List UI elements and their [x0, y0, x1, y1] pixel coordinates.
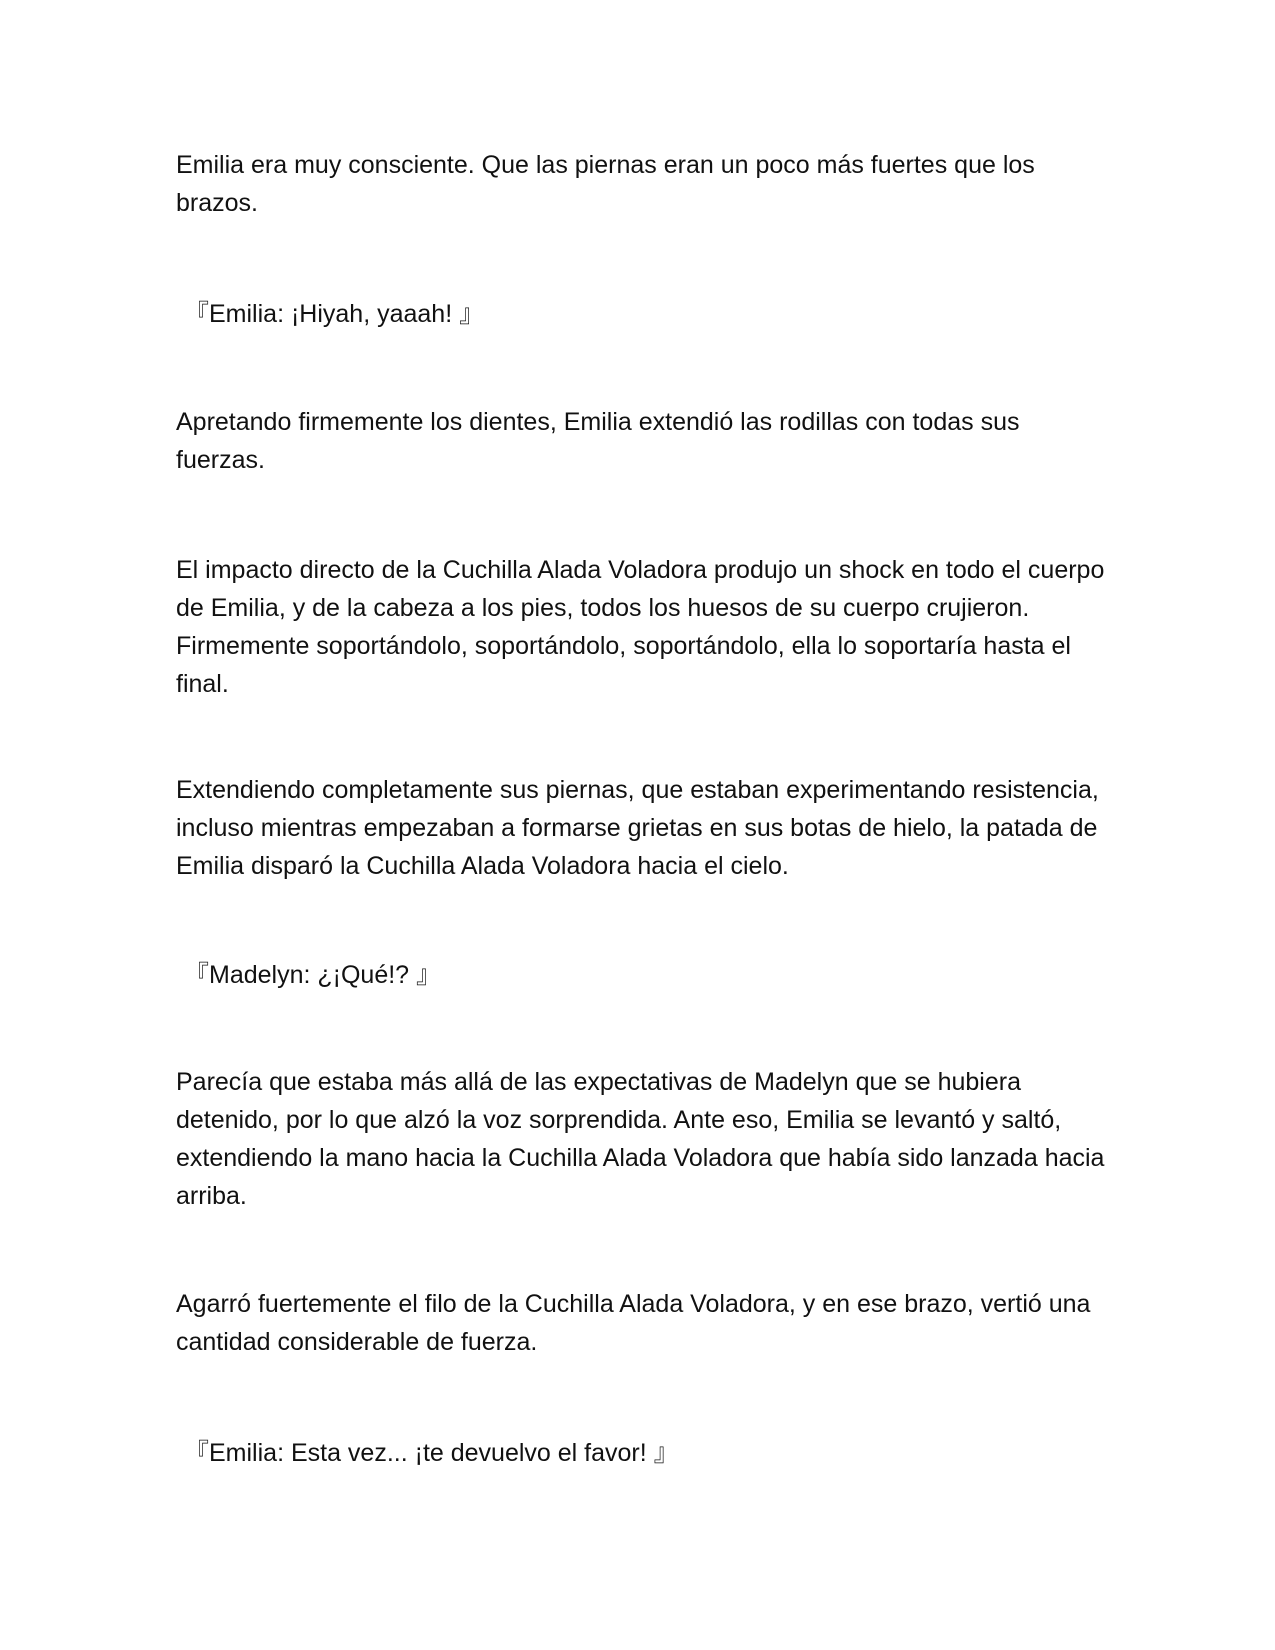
- dialogue-emilia-favor: 『Emilia: Esta vez... ¡te devuelvo el favor! 』: [184, 1439, 679, 1467]
- paragraph-1: Emilia era muy consciente. Que las piernas eran un poco más fuertes que los brazos.: [176, 151, 1035, 217]
- dialogue-emilia-hiyah: 『Emilia: ¡Hiyah, yaaah! 』: [184, 300, 485, 328]
- paragraph-4: Extendiendo completamente sus piernas, que estaban experimentando resistencia, incluso mientras empezaban a formarse grietas en sus botas de hielo, la patada de Emilia disparó la Cuchilla Alada Voladora hacia el cielo.: [176, 776, 1099, 880]
- paragraph-3: El impacto directo de la Cuchilla Alada Voladora produjo un shock en todo el cuerpo de Emilia, y de la cabeza a los pies, todos los huesos de su cuerpo crujieron. Firmemente soportándolo, soportándolo, soportándolo, ella lo soportaría hasta el final.: [176, 556, 1105, 698]
- dialogue-madelyn-que: 『Madelyn: ¿¡Qué!? 』: [184, 961, 442, 989]
- paragraph-5: Parecía que estaba más allá de las expectativas de Madelyn que se hubiera detenido, por lo que alzó la voz sorprendida. Ante eso, Emilia se levantó y saltó, extendiendo la mano hacia la Cuchilla Alada Voladora que había sido lanzada hacia arriba.: [176, 1068, 1105, 1210]
- paragraph-2: Apretando firmemente los dientes, Emilia extendió las rodillas con todas sus fuerzas.: [176, 408, 1020, 474]
- paragraph-6: Agarró fuertemente el filo de la Cuchilla Alada Voladora, y en ese brazo, vertió una cantidad considerable de fuerza.: [176, 1290, 1091, 1356]
